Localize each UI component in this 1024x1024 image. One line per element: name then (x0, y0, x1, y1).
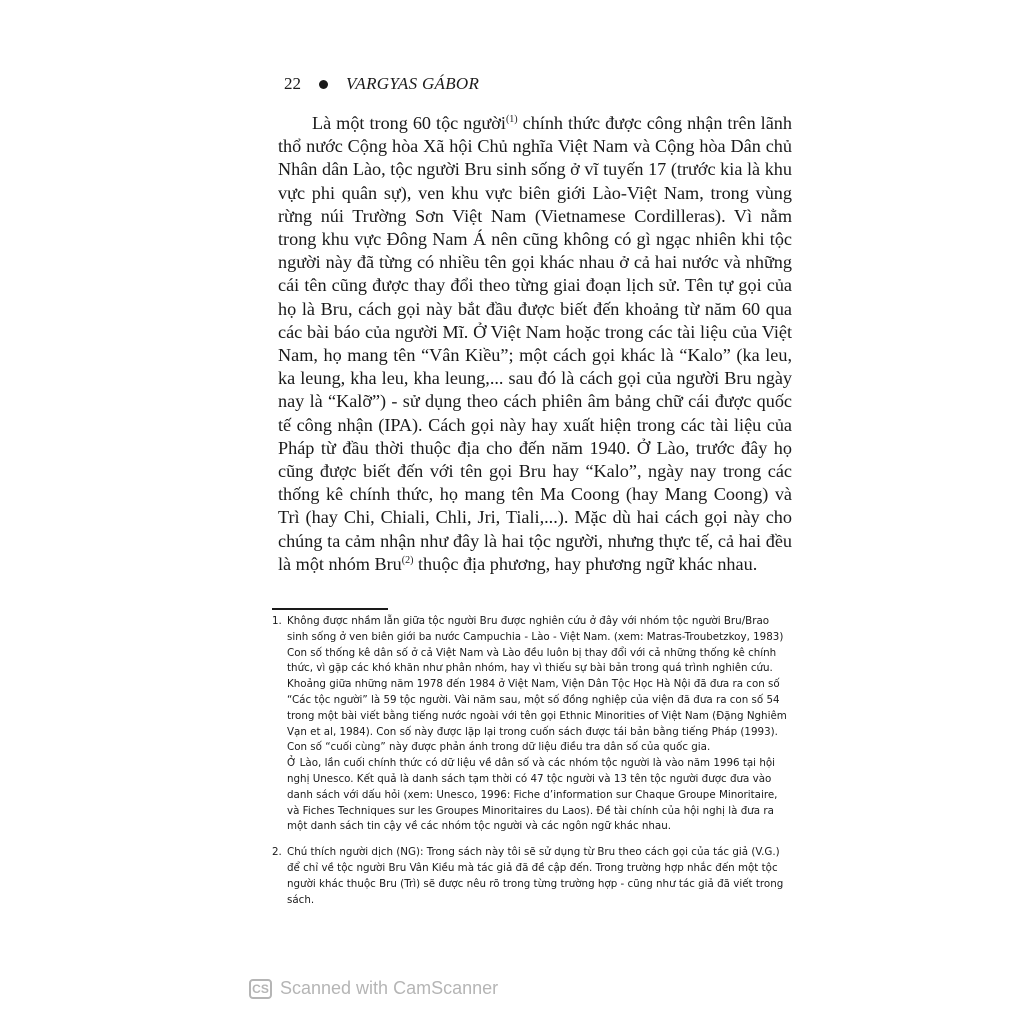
footnote-paragraph: Con số thống kê dân số ở cả Việt Nam và Lào đều luôn bị thay đổi với cả những thống kê chính thức, vì gặp các khó khăn như phân nhóm, hay vì thiếu sự bài bản trong quá trình nghiên cứu. Khoảng giữa những năm 1978 đến 1984 ở Việt Nam, Viện Dân Tộc Học Hà Nội đã đưa ra con số “Các tộc người” là 59 tộc người. Vài năm sau, một số đồng nghiệp của viện đã đưa ra con số 54 trong một bài viết bằng tiếng nước ngoài với tên gọi Ethnic Minorities of Việt Nam (Đặng Nghiêm Vạn et al, 1984). Con số này được lặp lại trong cuốn sách được tái bản bằng tiếng Pháp (1993). Con số “cuối cùng” này được phản ánh trong dữ liệu điều tra dân số của quốc gia. (287, 646, 787, 754)
footnote-number: 1. (272, 615, 282, 627)
running-header (284, 74, 479, 94)
footnote-body (287, 845, 792, 908)
footnote-paragraph: Chú thích người dịch (NG): Trong sách này tôi sẽ sử dụng từ Bru theo cách gọi của tác giả (V.G.) để chỉ về tộc người Bru Vân Kiều mà tác giả đã đề cập đến. Trong trường hợp nhắc đến một tộc người khác thuộc Bru (Trì) sẽ được nêu rõ trong từng trường hợp - cũng như tác giả đã viết trong sách. (287, 846, 784, 906)
footnote-number: 2. (272, 846, 282, 859)
body-text-part-1: Là một trong 60 tộc người (312, 113, 506, 133)
footnotes (272, 614, 792, 908)
footnote-paragraph: Ở Lào, lần cuối chính thức có dữ liệu về dân số và các nhóm tộc người là vào năm 1996 tại hội nghị Unesco. Kết quả là danh sách tạm thời có 47 tộc người và 13 tên tộc người được đưa vào danh sách với dấu hỏi (xem: Unesco, 1996: Fiche d’information sur Chaque Groupe Minoritaire, và Fiches Techniques sur les Groupes Minoritaires du Laos). Đề tài chính của hội nghị là đưa ra một danh sách tin cậy về các nhóm tộc người và các ngôn ngữ khác nhau. (287, 757, 778, 833)
footnote-ref-2: (2) (401, 554, 414, 566)
body-text-part-2: chính thức được công nhận trên lãnh thổ nước Cộng hòa Xã hội Chủ nghĩa Việt Nam và Cộng hòa Dân chủ Nhân dân Lào, tộc người Bru sinh sống ở vĩ tuyến 17 (trước kia là khu vực phi quân sự), ven khu vực biên giới Lào-Việt Nam, trong vùng rừng núi Trường Sơn Việt Nam (Vietnamese Cordilleras). Vì nằm trong khu vực Đông Nam Á nên cũng không có gì ngạc nhiên khi tộc người này đã từng có nhiều tên gọi khác nhau ở cả hai nước và những cái tên cũng được thay đổi theo từng giai đoạn lịch sử. Tên tự gọi của họ là Bru, cách gọi này bắt đầu được biết đến khoảng từ năm 60 qua các bài báo của người Mĩ. Ở Việt Nam hoặc trong các tài liệu của Việt Nam, họ mang tên “Vân Kiều”; một cách gọi khác là “Kalo” (ka leu, ka leung, kha leu, kha leung,... sau đó là cách gọi của người Bru ngày nay là “Kalỡ”) - sử dụng theo cách phiên âm bảng chữ cái được quốc tế công nhận (IPA). Cách gọi này hay xuất hiện trong các tài liệu của Pháp từ đầu thời thuộc địa cho đến năm 1940. Ở Lào, trước đây họ cũng được biết đến với tên gọi Bru hay “Kalo”, ngày nay trong các thống kê chính thức, họ mang tên Ma Coong (hay Mang Coong) và Trì (hay Chi, Chiali, Chli, Jri, Tiali,...). Mặc dù hai cách gọi này cho chúng ta cảm nhận như đây là hai tộc người, nhưng thực tế, cả hai đều là một nhóm Bru (278, 113, 792, 574)
page-number: 22 (284, 74, 301, 93)
watermark-text: Scanned with CamScanner (280, 978, 499, 998)
footnote-body (287, 614, 792, 835)
footnote-ref-1: (1) (505, 113, 518, 125)
camscanner-logo-icon: CS (249, 979, 272, 999)
running-author: VARGYAS GÁBOR (346, 74, 480, 93)
footnote-1 (272, 614, 792, 835)
footnote-2 (272, 845, 792, 908)
body-text-part-3: thuộc địa phương, hay phương ngữ khác nhau. (413, 553, 758, 574)
footnote-divider (272, 608, 388, 610)
camscanner-watermark (249, 978, 498, 999)
footnote-paragraph: Không được nhầm lẫn giữa tộc người Bru được nghiên cứu ở đây với nhóm tộc người Bru/Brao sinh sống ở ven biên giới ba nước Campuchia - Lào - Việt Nam. (xem: Matras-Troubetzkoy, 1983) (287, 615, 784, 643)
body-paragraph (278, 112, 792, 576)
bullet-separator-icon (319, 80, 328, 89)
